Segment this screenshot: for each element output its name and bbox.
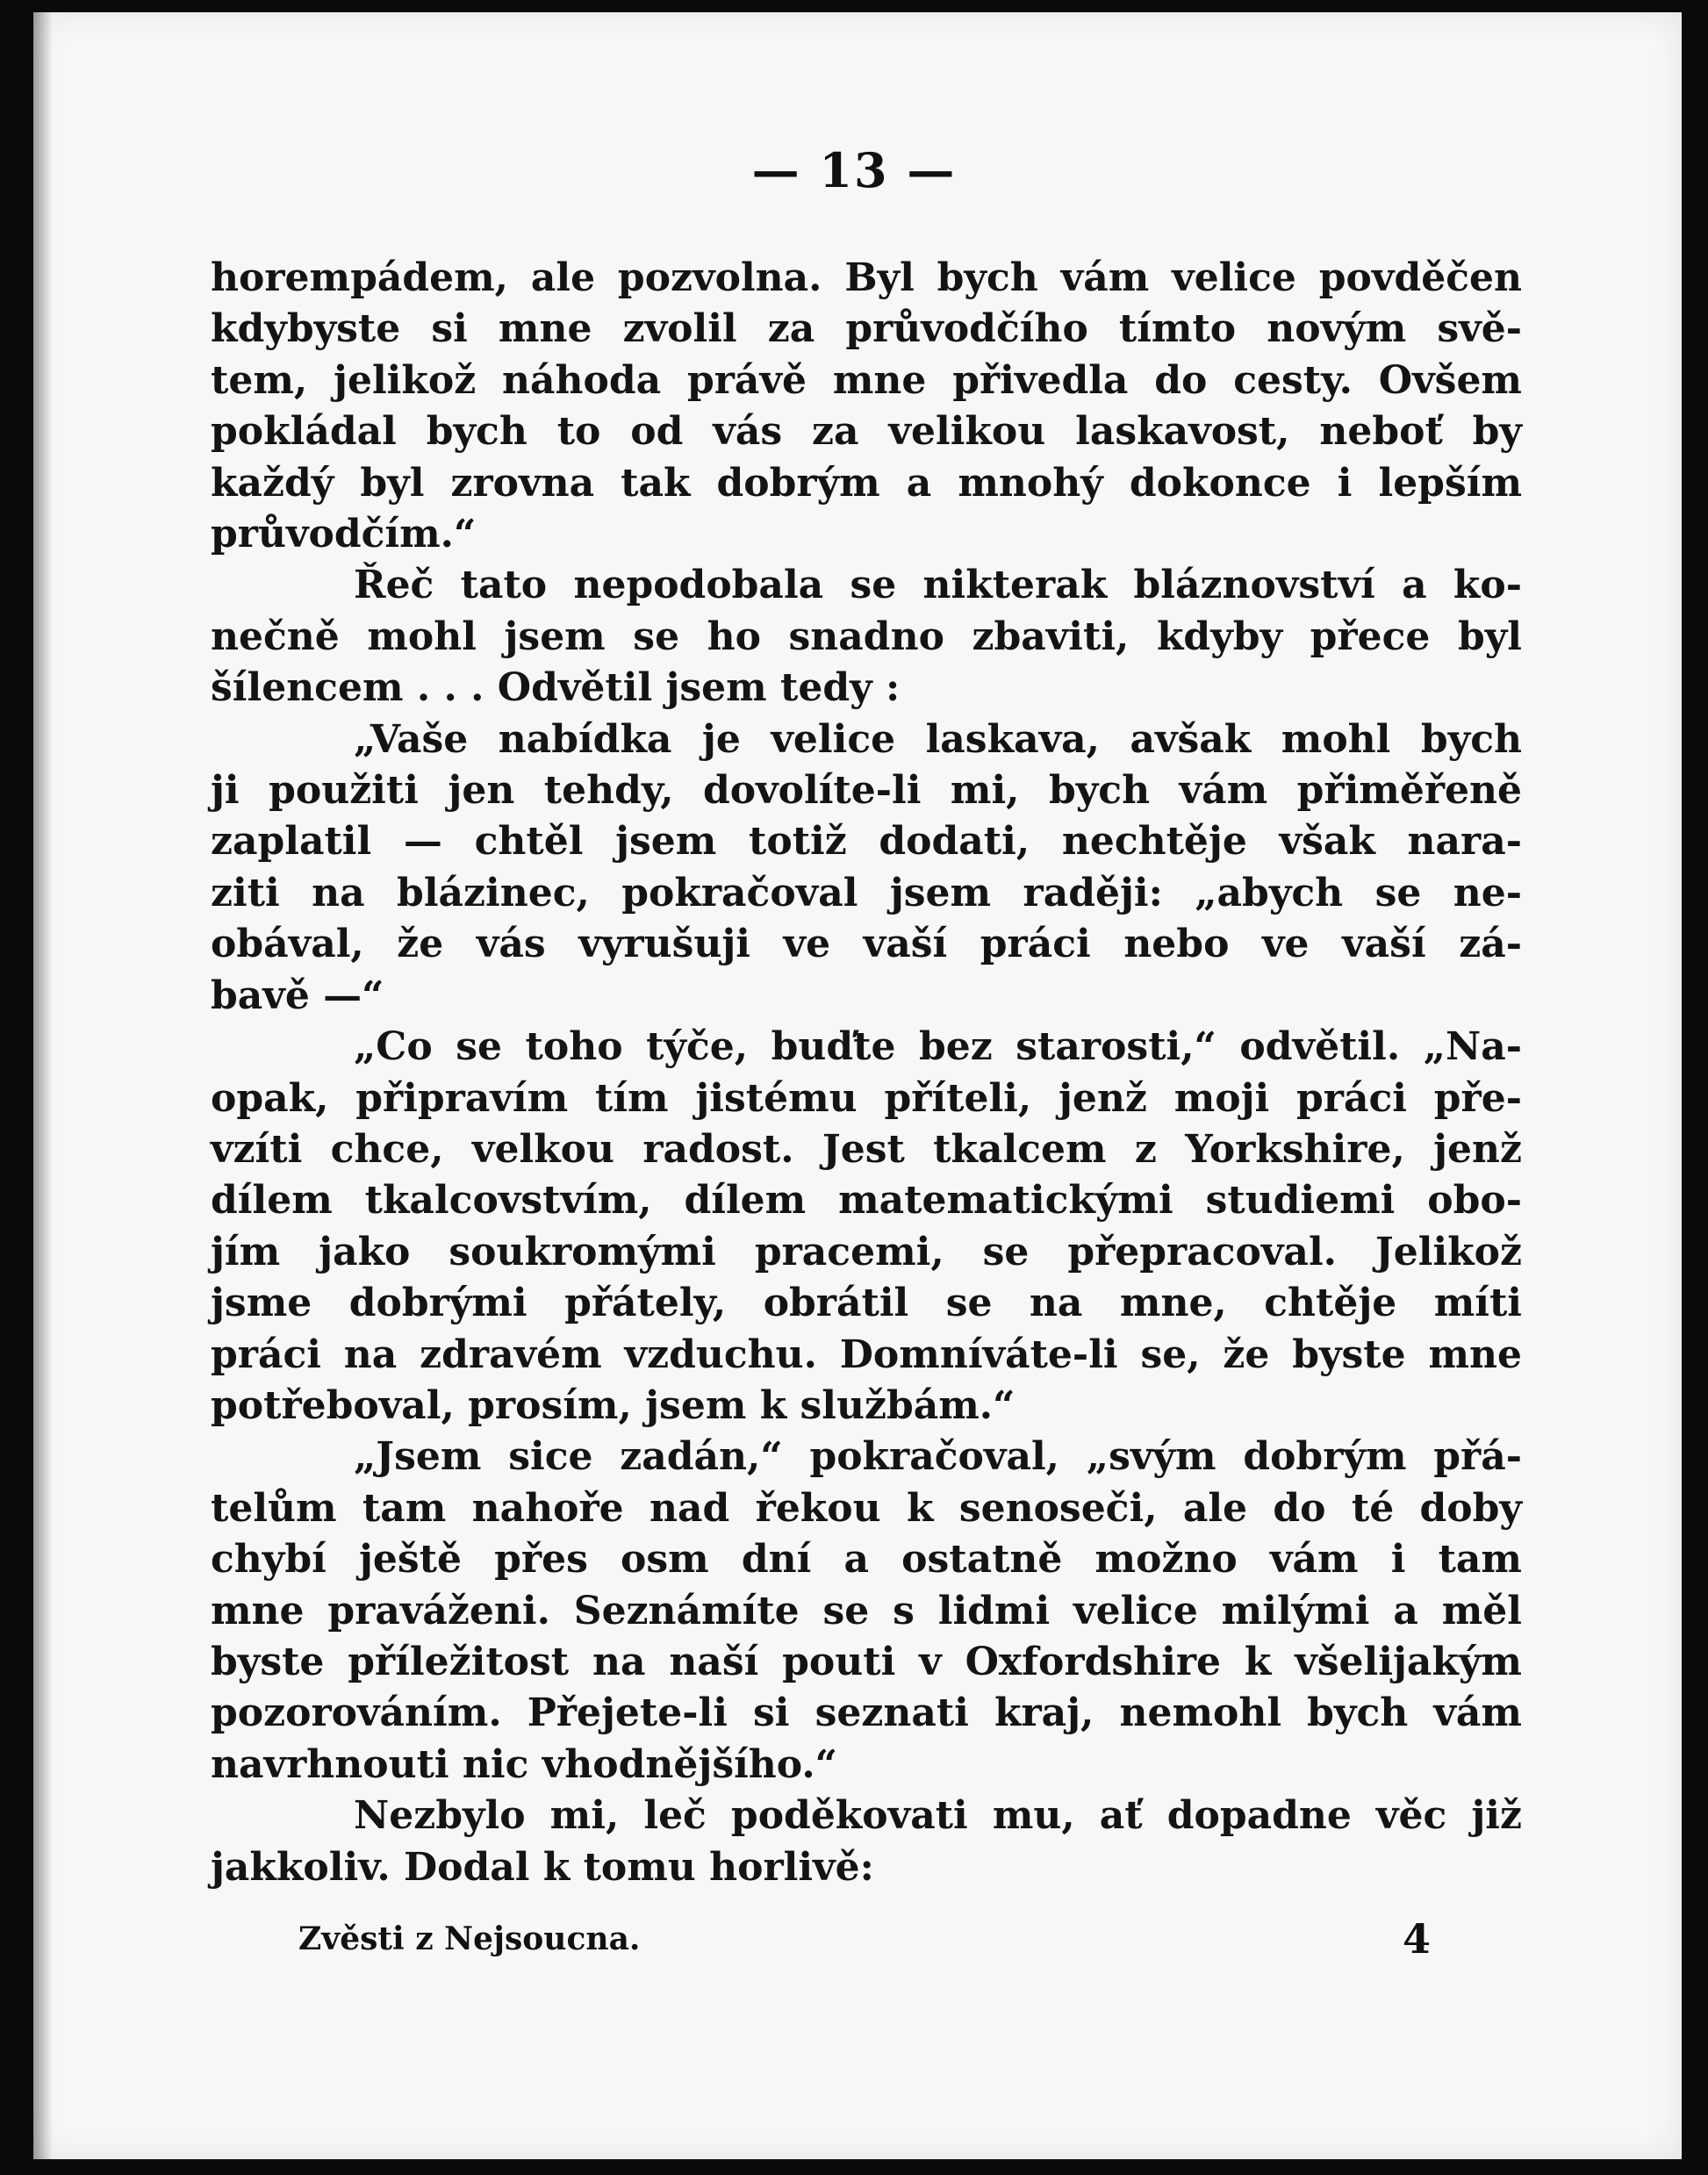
text-line: byste příležitost na naší pouti v Oxfordshire k všelijakým — [211, 1639, 1522, 1684]
text-line: nečně mohl jsem se ho snadno zbaviti, kdyby přece byl — [211, 614, 1522, 659]
text-line: tem, jelikož náhoda právě mne přivedla do cesty. Ovšem — [211, 357, 1522, 403]
book-title-signature: Zvěsti z Nejsoucna. — [298, 1920, 641, 1957]
text-line: obával, že vás vyrušuji ve vaší práci nebo ve vaší zá- — [211, 922, 1522, 967]
text-line: práci na zdravém vzduchu. Domníváte-li se, že byste mne — [211, 1332, 1522, 1377]
text-line: pokládal bych to od vás za velikou laskavost, neboť by — [211, 409, 1522, 455]
text-line: dílem tkalcovstvím, dílem matematickými studiemi obo- — [211, 1178, 1522, 1224]
text-line: bavě —“ — [211, 973, 384, 1018]
text-line: Řeč tato nepodobala se nikterak bláznovství a ko- — [354, 563, 1522, 608]
text-line: potřeboval, prosím, jsem k službám.“ — [211, 1382, 1015, 1428]
text-line: jsme dobrými přátely, obrátil se na mne, chtěje míti — [211, 1281, 1522, 1326]
text-line: „Jsem sice zadán,“ pokračoval, „svým dobrým přá- — [354, 1434, 1522, 1480]
text-line: „Co se toho týče, buďte bez starosti,“ odvětil. „Na- — [354, 1024, 1522, 1070]
text-line: vzíti chce, velkou radost. Jest tkalcem z Yorkshire, jenž — [211, 1126, 1522, 1172]
text-line: horempádem, ale pozvolna. Byl bych vám velice povděčen — [211, 255, 1522, 300]
text-line: šílencem . . . Odvětil jsem tedy : — [211, 665, 901, 711]
text-line: mne praváženi. Seznámíte se s lidmi velice milými a měl — [211, 1588, 1522, 1633]
page-number: — 13 — — [751, 142, 957, 198]
text-line: telům tam nahoře nad řekou k senoseči, ale do té doby — [211, 1485, 1522, 1531]
text-line: chybí ještě přes osm dní a ostatně možno vám i tam — [211, 1537, 1522, 1583]
text-line: „Vaše nabídka je velice laskava, avšak mohl bych — [354, 716, 1522, 762]
text-line: Nezbylo mi, leč poděkovati mu, ať dopadne věc již — [354, 1793, 1522, 1839]
text-line: navrhnouti nic vhodnějšího.“ — [211, 1741, 837, 1787]
text-line: ji použiti jen tehdy, dovolíte-li mi, bych vám přiměřeně — [211, 768, 1522, 814]
body-text — [211, 253, 1522, 1893]
text-line: průvodčím.“ — [211, 512, 477, 557]
text-line: pozorováním. Přejete-li si seznati kraj, nemohl bych vám — [211, 1690, 1522, 1736]
text-line: každý byl zrovna tak dobrým a mnohý dokonce i lepším — [211, 460, 1522, 506]
text-line: kdybyste si mne zvolil za průvodčího tímto novým svě- — [211, 306, 1522, 352]
text-line: jím jako soukromými pracemi, se přepracoval. Jelikož — [211, 1229, 1522, 1274]
text-line: zaplatil — chtěl jsem totiž dodati, nechtěje však nara- — [211, 819, 1522, 865]
signature-mark: 4 — [1402, 1915, 1431, 1963]
text-line: ziti na blázinec, pokračoval jsem raději: „abych se ne- — [211, 870, 1522, 915]
text-line: opak, připravím tím jistému příteli, jenž moji práci pře- — [211, 1075, 1522, 1121]
binding-shadow — [33, 12, 53, 2159]
text-line: jakkoliv. Dodal k tomu horlivě: — [211, 1844, 874, 1890]
